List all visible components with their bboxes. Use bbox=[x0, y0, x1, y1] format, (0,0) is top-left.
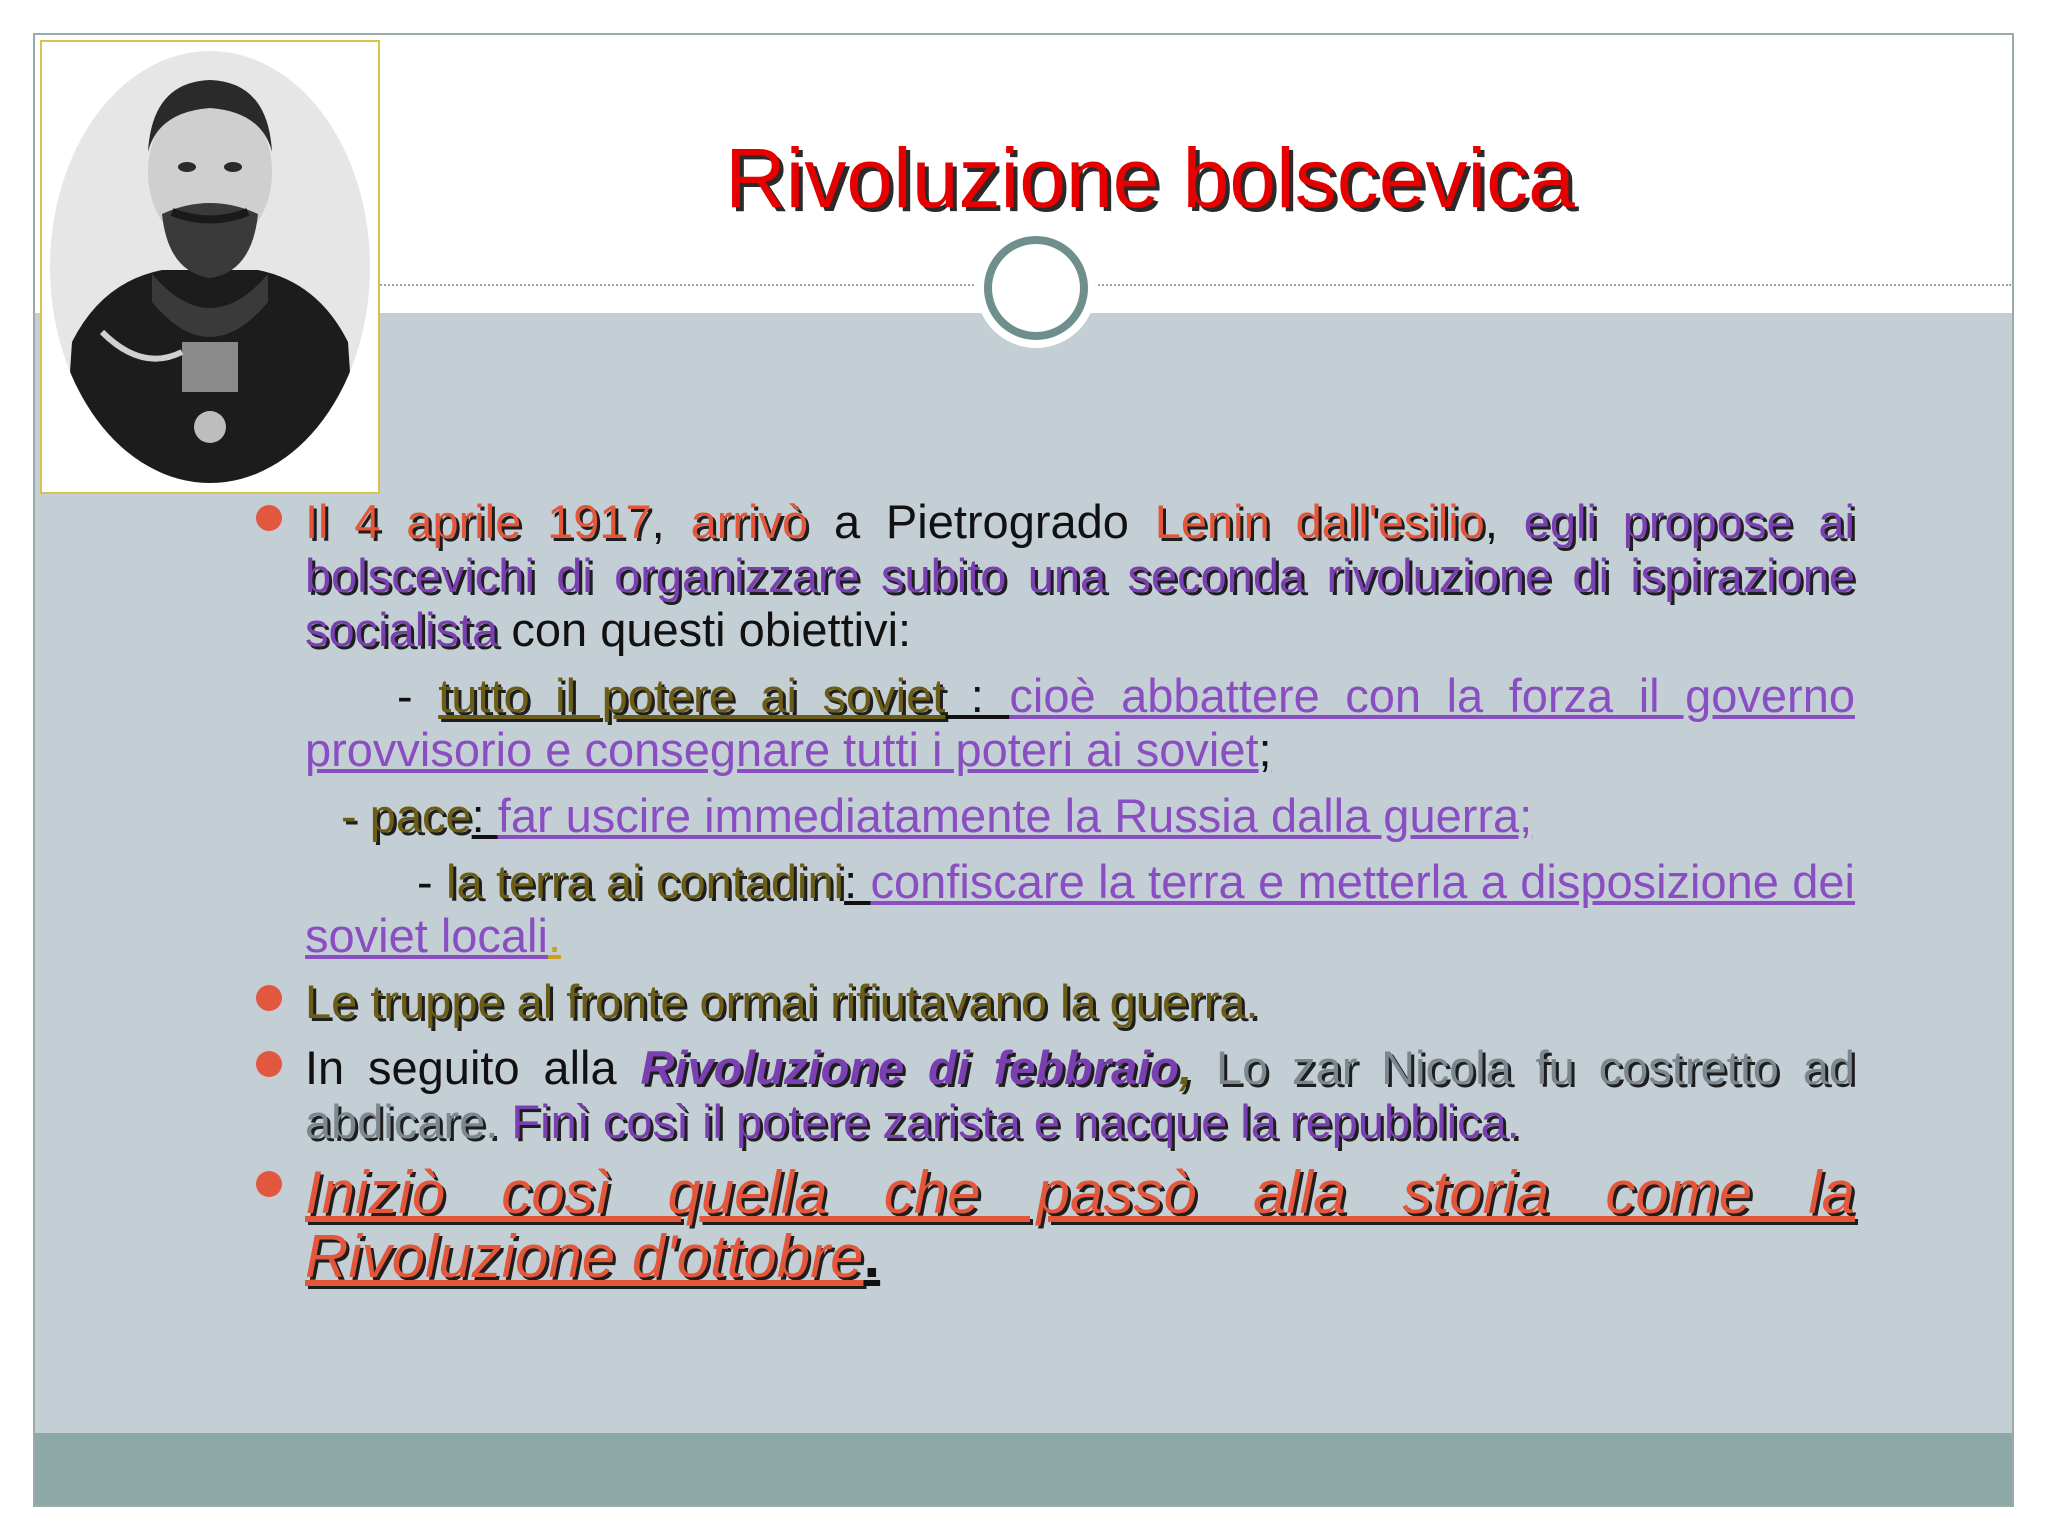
date-text: Il 4 aprile 1917 bbox=[305, 495, 652, 548]
republic-text: Finì così il potere zarista e nacque la repubblica. bbox=[511, 1095, 1520, 1148]
february-text: Rivoluzione di febbraio bbox=[640, 1041, 1180, 1094]
objective-land bbox=[200, 855, 1855, 963]
end-text: ; bbox=[1258, 723, 1272, 776]
bullet-icon bbox=[256, 1051, 282, 1077]
tsar-text: Lo zar Nicola fu costretto ad abdicare. bbox=[305, 1041, 1856, 1148]
objective-peace bbox=[200, 789, 1855, 843]
slide-title: Rivoluzione bolscevica bbox=[725, 131, 1575, 225]
dash-text: - bbox=[397, 669, 439, 722]
objective-link[interactable]: confiscare la terra e metterla a disposizione dei soviet locali bbox=[305, 855, 1855, 962]
bullet-icon bbox=[256, 985, 282, 1011]
objective-label: tutto il potere ai soviet bbox=[438, 669, 946, 722]
bullet-february bbox=[200, 1041, 1855, 1149]
intro-text: In seguito alla bbox=[305, 1041, 641, 1094]
slide bbox=[33, 33, 2014, 1507]
lenin-text: Lenin dall'esilio bbox=[1154, 495, 1485, 548]
october-text: Iniziò così quella che passò alla storia come la Rivoluzione d'ottobre bbox=[305, 1159, 1855, 1290]
bullet-troops bbox=[200, 975, 1855, 1029]
divider-line-left bbox=[380, 284, 978, 286]
dash-text: - bbox=[417, 855, 447, 908]
comma-text: , bbox=[651, 495, 691, 548]
footer-band bbox=[35, 1433, 2012, 1505]
bullet-october bbox=[200, 1161, 1855, 1289]
separator-text: : bbox=[945, 669, 1010, 722]
separator-text: : bbox=[471, 789, 498, 842]
proposal-text: egli propose ai bolscevichi di organizzare subito una seconda rivoluzione di ispirazione socialista bbox=[305, 495, 1855, 656]
objective-link[interactable]: far uscire immediatamente la Russia dalla guerra; bbox=[497, 789, 1533, 842]
space-text bbox=[498, 1095, 511, 1148]
end-text: . bbox=[547, 909, 562, 962]
objective-label: la terra ai contadini bbox=[446, 855, 845, 908]
objective-label: - pace bbox=[341, 789, 472, 842]
end-text: . bbox=[863, 1223, 881, 1290]
comma-text: , bbox=[1484, 495, 1524, 548]
bullet-icon bbox=[256, 505, 282, 531]
comma-text: , bbox=[1179, 1041, 1216, 1094]
bullet-lenin bbox=[200, 495, 1855, 657]
separator-text: : bbox=[844, 855, 871, 908]
objective-soviet bbox=[200, 669, 1855, 777]
arrived-text: arrivò bbox=[690, 495, 809, 548]
divider-line-right bbox=[1091, 284, 2011, 286]
portrait-photo-icon bbox=[40, 40, 380, 494]
bullet-icon bbox=[256, 1171, 282, 1197]
troops-text: Le truppe al fronte ormai rifiutavano la guerra. bbox=[305, 975, 1259, 1028]
place-text: a Pietrogrado bbox=[808, 495, 1155, 548]
ring-ornament-icon bbox=[984, 236, 1088, 340]
objectives-text: con questi obiettivi: bbox=[498, 603, 912, 656]
slide-content bbox=[200, 495, 1855, 1301]
objective-link[interactable]: cioè abbattere con la forza il governo provvisorio e consegnare tutti i poteri ai soviet bbox=[305, 669, 1855, 776]
